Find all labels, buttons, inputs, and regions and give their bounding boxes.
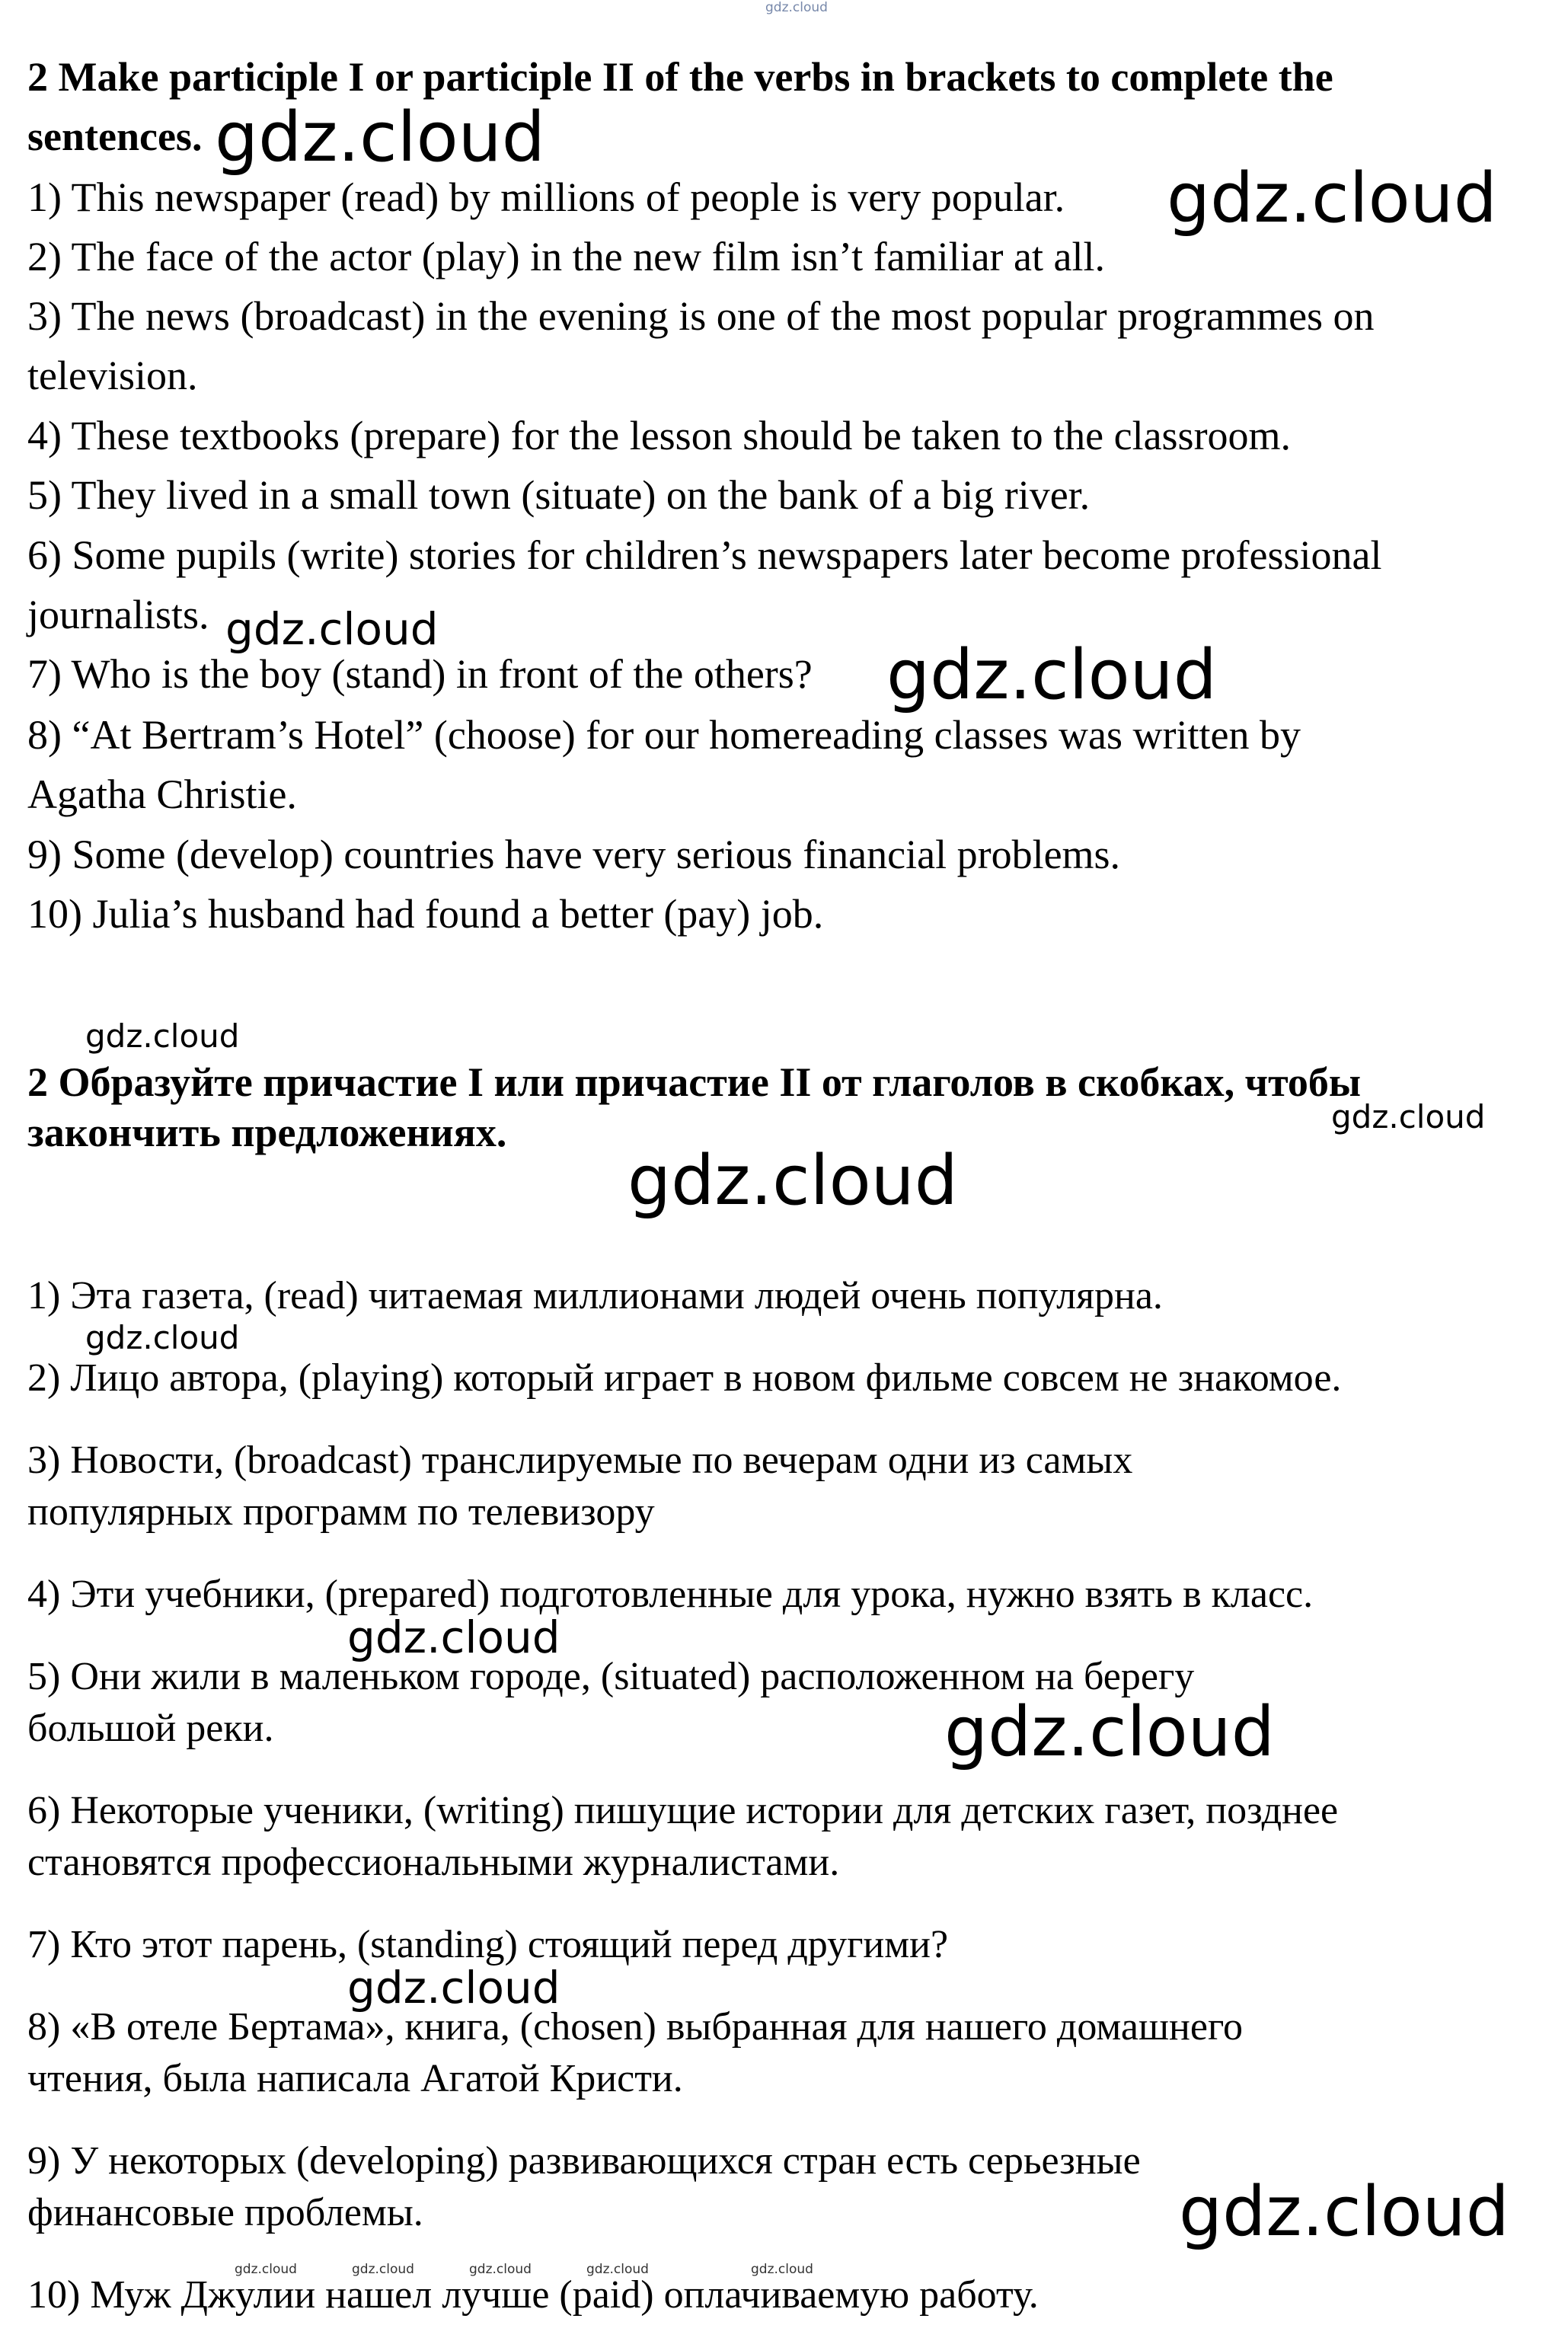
task-ru-item-8: 8) «В отеле Бертама», книга, (chosen) выбранная для нашего домашнего — [27, 2005, 1243, 2049]
watermark: gdz.cloud — [1331, 1098, 1486, 1135]
task-ru-item-9-cont: финансовые проблемы. — [27, 2191, 423, 2234]
watermark: gdz.cloud — [1179, 2172, 1509, 2252]
task-ru-item-10: 10) Муж Джулии нашел лучше (paid) оплачиваемую работу. — [27, 2273, 1039, 2317]
task-ru-item-5: 5) Они жили в маленьком городе, (situated) расположенном на берегу — [27, 1655, 1195, 1698]
task-en-item-6-cont: journalists. — [27, 592, 209, 637]
task-ru-item-4: 4) Эти учебники, (prepared) подготовленные для урока, нужно взять в класс. — [27, 1573, 1314, 1616]
watermark: gdz.cloud — [944, 1692, 1275, 1772]
watermark: gdz.cloud — [85, 1017, 240, 1055]
watermark: gdz.cloud — [85, 1319, 240, 1356]
watermark: gdz.cloud — [751, 2262, 813, 2277]
watermark: gdz.cloud — [215, 97, 545, 177]
task-en-item-6: 6) Some pupils (write) stories for children’s newspapers later become professional — [27, 532, 1382, 578]
task-en-item-7: 7) Who is the boy (stand) in front of the others? — [27, 651, 813, 697]
watermark: gdz.cloud — [765, 0, 828, 15]
task-ru-item-5-cont: большой реки. — [27, 1707, 274, 1750]
task-ru-heading-line2: закончить предложениях. — [27, 1110, 507, 1155]
task-ru-item-6: 6) Некоторые ученики, (writing) пишущие истории для детских газет, позднее — [27, 1789, 1339, 1832]
task-en-item-1: 1) This newspaper (read) by millions of people is very popular. — [27, 174, 1065, 220]
task-ru-item-2: 2) Лицо автора, (playing) который играет в новом фильме совсем не знакомое. — [27, 1356, 1342, 1400]
task-en-heading-line1: 2 Make participle I or participle II of the verbs in brackets to complete the — [27, 54, 1333, 100]
task-en-item-8-cont: Agatha Christie. — [27, 771, 297, 817]
watermark: gdz.cloud — [1167, 158, 1497, 238]
watermark: gdz.cloud — [586, 2262, 649, 2277]
task-en-item-4: 4) These textbooks (prepare) for the lesson should be taken to the classroom. — [27, 413, 1292, 458]
watermark: gdz.cloud — [628, 1141, 958, 1221]
watermark: gdz.cloud — [235, 2262, 297, 2277]
watermark: gdz.cloud — [347, 1962, 560, 2014]
watermark: gdz.cloud — [225, 603, 439, 655]
task-en-item-8: 8) “At Bertram’s Hotel” (choose) for our homereading classes was written by — [27, 712, 1301, 758]
task-ru-item-8-cont: чтения, была написала Агатой Кристи. — [27, 2057, 683, 2100]
task-ru-heading-line1: 2 Образуйте причастие I или причастие II от глаголов в скобках, чтобы — [27, 1059, 1362, 1105]
task-ru-item-1: 1) Эта газета, (read) читаемая миллионами людей очень популярна. — [27, 1274, 1163, 1317]
task-ru-item-7: 7) Кто этот парень, (standing) стоящий перед другими? — [27, 1923, 949, 1966]
task-en-item-10: 10) Julia’s husband had found a better (pay) job. — [27, 891, 824, 937]
task-en-item-3-cont: television. — [27, 353, 198, 398]
task-en-item-3: 3) The news (broadcast) in the evening is one of the most popular programmes on — [27, 293, 1375, 339]
watermark: gdz.cloud — [352, 2262, 414, 2277]
task-en-item-9: 9) Some (develop) countries have very serious financial problems. — [27, 832, 1121, 877]
task-ru-item-3: 3) Новости, (broadcast) транслируемые по вечерам одни из самых — [27, 1439, 1133, 1482]
task-en-item-2: 2) The face of the actor (play) in the new film isn’t familiar at all. — [27, 234, 1105, 279]
task-ru-item-3-cont: популярных программ по телевизору — [27, 1490, 655, 1534]
task-ru-item-9: 9) У некоторых (developing) развивающихся стран есть серьезные — [27, 2139, 1141, 2183]
watermark: gdz.cloud — [886, 635, 1217, 715]
task-ru-item-6-cont: становятся профессиональными журналистами. — [27, 1841, 840, 1884]
watermark: gdz.cloud — [469, 2262, 532, 2277]
task-en-item-5: 5) They lived in a small town (situate) on the bank of a big river. — [27, 472, 1091, 518]
task-en-heading-line2: sentences. — [27, 113, 203, 159]
watermark: gdz.cloud — [347, 1611, 560, 1663]
